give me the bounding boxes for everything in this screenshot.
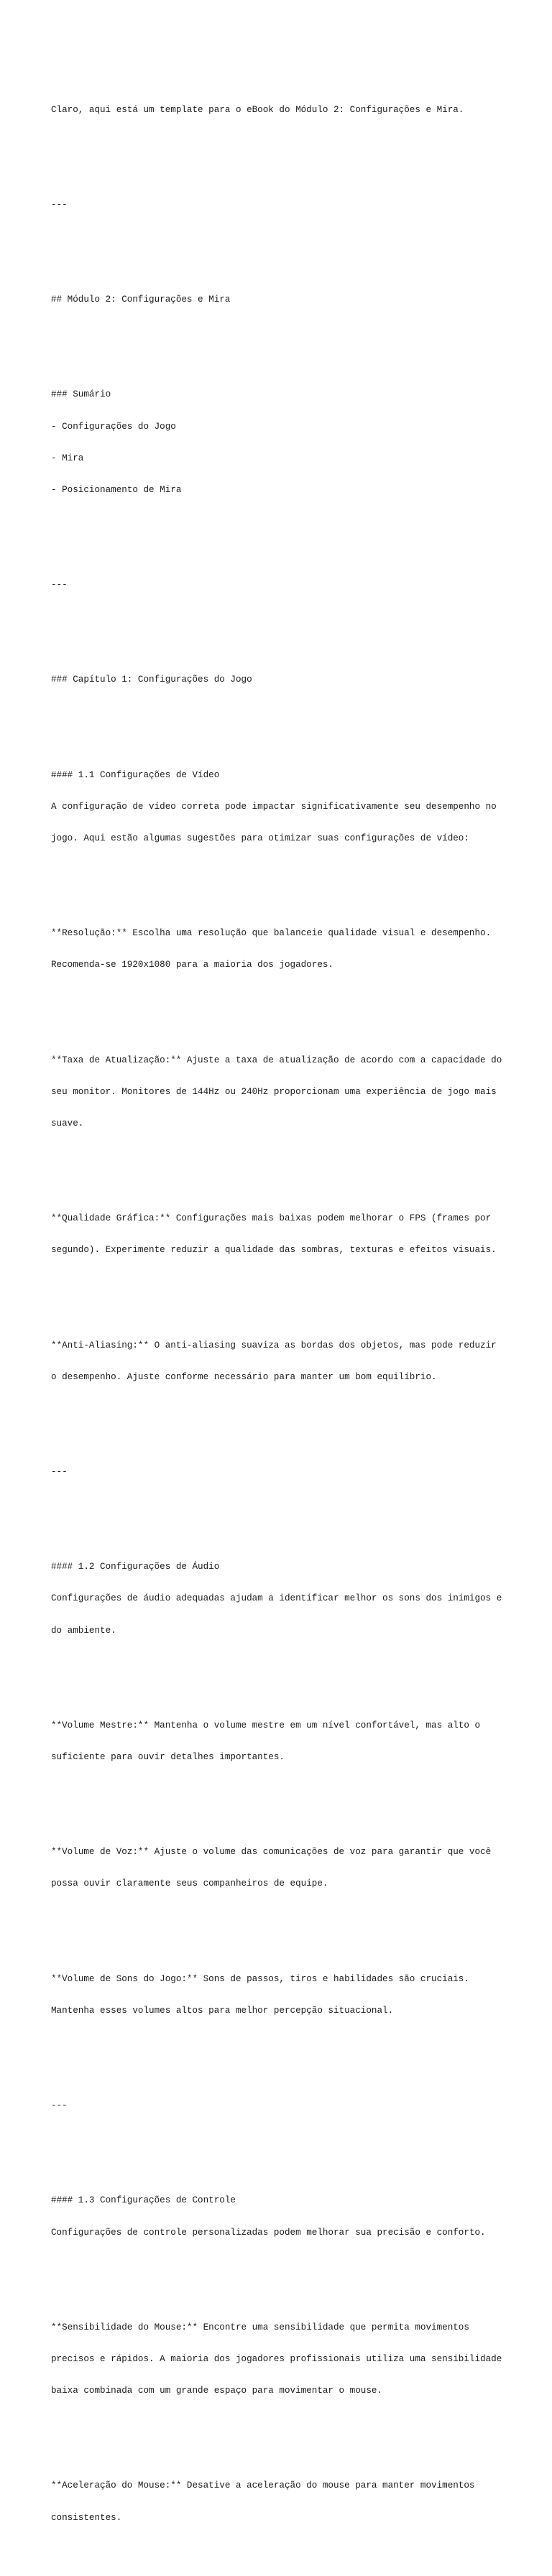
- mouse-sensitivity-paragraph: [51, 2301, 511, 2417]
- paragraph-line: **Resolução:** Escolha uma resolução que balanceie qualidade visual e desempenho.: [51, 928, 492, 939]
- paragraph-line: suave.: [51, 1118, 84, 1129]
- module-heading: [51, 274, 511, 327]
- paragraph-line: Recomenda-se 1920x1080 para a maioria dos jogadores.: [51, 960, 334, 970]
- paragraph-line: possa ouvir claramente seus companheiros de equipe.: [51, 1878, 328, 1889]
- paragraph-line: Mantenha esses volumes altos para melhor percepção situacional.: [51, 2005, 394, 2016]
- video-heading: #### 1.1 Configurações de Vídeo: [51, 769, 220, 780]
- summary-item: - Mira: [51, 453, 84, 463]
- paragraph-line: **Qualidade Gráfica:** Configurações mais baixas podem melhorar o FPS (frames por: [51, 1213, 492, 1224]
- video-section-intro: [51, 749, 511, 865]
- paragraph-line: **Taxa de Atualização:** Ajuste a taxa de atualização de acordo com a capacidade do: [51, 1055, 502, 1065]
- master-volume-paragraph: [51, 1699, 511, 1784]
- intro-paragraph: [51, 83, 511, 136]
- summary-heading: ### Sumário: [51, 389, 111, 400]
- paragraph-line: seu monitor. Monitores de 144Hz ou 240Hz proporcionam uma experiência de jogo mais: [51, 1086, 497, 1097]
- separator-text: ---: [51, 580, 68, 590]
- audio-heading: #### 1.2 Configurações de Áudio: [51, 1562, 220, 1572]
- paragraph-line: jogo. Aqui estão algumas sugestões para otimizar suas configurações de vídeo:: [51, 833, 469, 843]
- paragraph-line: consistentes.: [51, 2512, 122, 2523]
- paragraph-line: **Aceleração do Mouse:** Desative a aceleração do mouse para manter movimentos: [51, 2480, 475, 2491]
- paragraph-line: **Sensibilidade do Mouse:** Encontre uma sensibilidade que permita movimentos: [51, 2322, 469, 2332]
- summary-item: - Configurações do Jogo: [51, 421, 176, 432]
- anti-aliasing-paragraph: [51, 1319, 511, 1404]
- refresh-rate-paragraph: [51, 1034, 511, 1150]
- paragraph-line: **Volume de Voz:** Ajuste o volume das comunicações de voz para garantir que você: [51, 1847, 492, 1858]
- separator: [51, 178, 511, 231]
- paragraph-line: precisos e rápidos. A maioria dos jogadores profissionais utiliza uma sensibilidade: [51, 2354, 502, 2364]
- module-heading-text: ## Módulo 2: Configurações e Mira: [51, 295, 231, 305]
- resolution-paragraph: [51, 907, 511, 992]
- summary-section: [51, 369, 511, 516]
- paragraph-line: Configurações de áudio adequadas ajudam a identificar melhor os sons dos inimigos e: [51, 1593, 502, 1604]
- paragraph-line: baixa combinada com um grande espaço para movimentar o mouse.: [51, 2386, 383, 2396]
- controls-heading: #### 1.3 Configurações de Controle: [51, 2195, 236, 2206]
- paragraph-line: suficiente para ouvir detalhes importantes.: [51, 1752, 285, 1762]
- separator-text: ---: [51, 199, 68, 210]
- paragraph-line: **Anti-Aliasing:** O anti-aliasing suaviza as bordas dos objetos, mas pode reduzir: [51, 1340, 497, 1350]
- intro-text: Claro, aqui está um template para o eBook do Módulo 2: Configurações e Mira.: [51, 104, 464, 115]
- chapter-heading: [51, 654, 511, 707]
- separator-text: ---: [51, 1467, 68, 1478]
- paragraph-line: **Volume Mestre:** Mantenha o volume mestre em um nível confortável, mas alto o: [51, 1720, 481, 1731]
- paragraph-line: Configurações de controle personalizadas podem melhorar sua precisão e conforto.: [51, 2227, 486, 2238]
- chapter-heading-text: ### Capítulo 1: Configurações do Jogo: [51, 675, 252, 685]
- paragraph-line: A configuração de vídeo correta pode impactar significativamente seu desempenho no: [51, 801, 497, 812]
- paragraph-line: o desempenho. Ajuste conforme necessário para manter um bom equilíbrio.: [51, 1371, 437, 1382]
- separator: [51, 1446, 511, 1499]
- graphics-quality-paragraph: [51, 1192, 511, 1277]
- controls-section-intro: [51, 2174, 511, 2259]
- summary-item: - Posicionamento de Mira: [51, 484, 182, 495]
- separator: [51, 2080, 511, 2133]
- paragraph-line: segundo). Experimente reduzir a qualidade das sombras, texturas e efeitos visuais.: [51, 1245, 497, 1256]
- mouse-acceleration-paragraph: [51, 2460, 511, 2544]
- voice-volume-paragraph: [51, 1826, 511, 1911]
- game-sounds-paragraph: [51, 1952, 511, 2037]
- audio-section-intro: [51, 1541, 511, 1657]
- paragraph-line: **Volume de Sons do Jogo:** Sons de passos, tiros e habilidades são cruciais.: [51, 1973, 469, 1984]
- document-page: [51, 52, 511, 2576]
- separator: [51, 559, 511, 612]
- separator-text: ---: [51, 2100, 68, 2111]
- paragraph-line: do ambiente.: [51, 1625, 116, 1636]
